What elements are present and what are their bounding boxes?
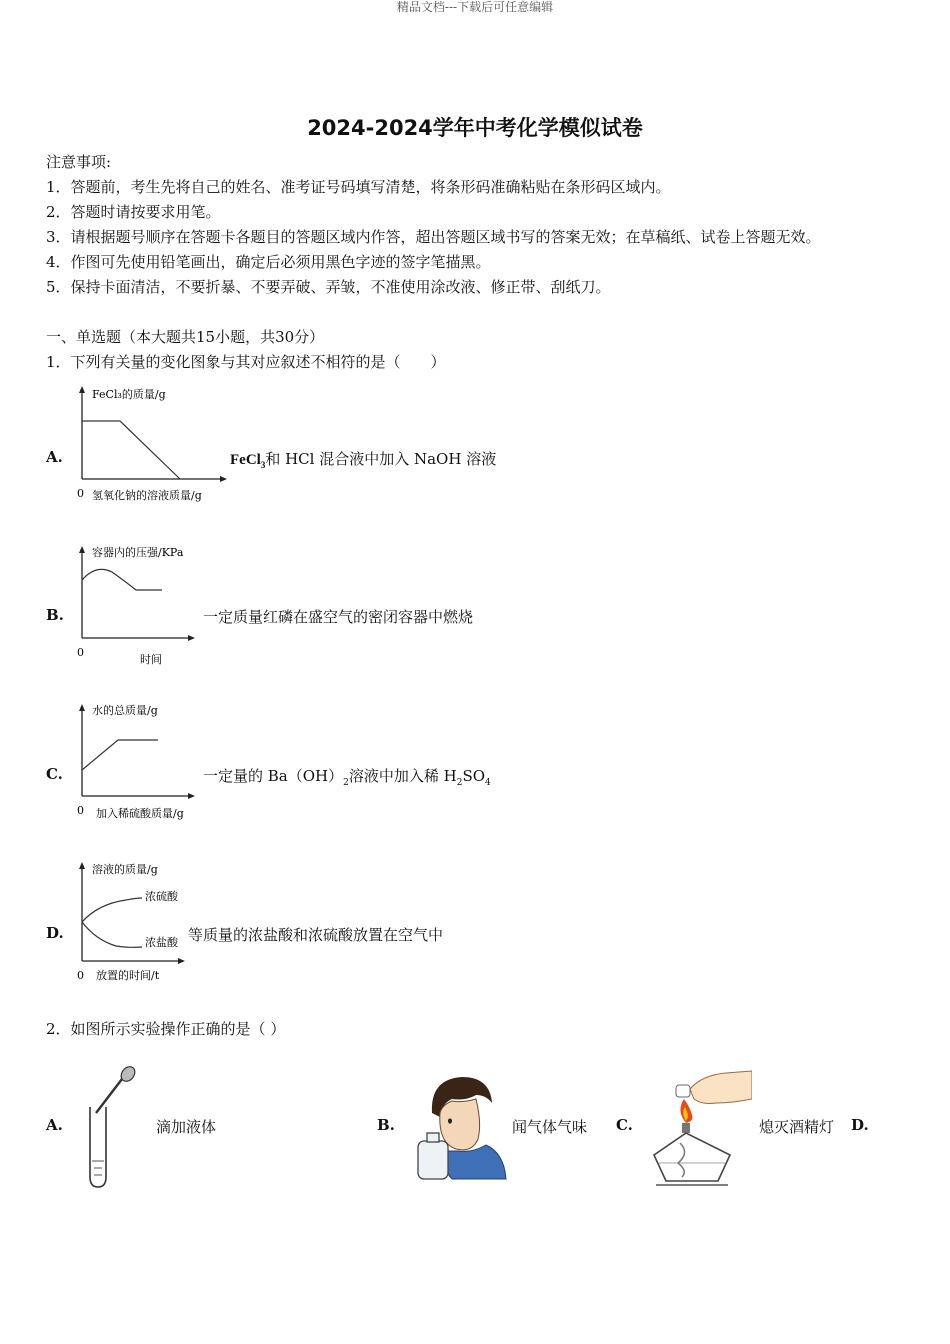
q2-option-a-letter: A. [46,1116,63,1134]
q1-b-ylabel: 容器内的压强/KPa [92,546,184,559]
page-title: 2024-2024学年中考化学模似试卷 [307,116,643,140]
q1-option-d-letter: D. [46,924,64,942]
q2-option-c-letter: C. [616,1116,633,1134]
q1-d-ylabel: 溶液的质量/g [92,863,158,876]
q1-option-b-graph [72,542,212,670]
q1-option-b-description: 一定质量红磷在盛空气的密闭容器中燃烧 [203,608,474,626]
q1-option-c-letter: C. [46,765,63,783]
notice-heading: 注意事项: [46,153,112,171]
q1-a-xlabel: 氢氧化钠的溶液质量/g [92,489,202,502]
q2-option-a-label: 滴加液体 [156,1118,217,1136]
question-1-stem: 1．下列有关量的变化图象与其对应叙述不相符的是（ ） [46,353,446,371]
notice-item-2: 2．答题时请按要求用笔。 [46,203,221,221]
q1-a-ylabel: FeCl₃的质量/g [92,388,166,401]
notice-item-1: 1．答题前，考生先将自己的姓名、准考证号码填写清楚，将条形码准确粘贴在条形码区域内。 [46,178,671,196]
notice-item-3: 3．请根据题号顺序在答题卡各题目的答题区域内作答，超出答题区域书写的答案无效；在草稿纸、试卷上答题无效。 [46,228,821,246]
q1-d-curve-concentrated-sulfuric: 浓硫酸 [145,890,178,903]
q2-option-c-label: 熄灭酒精灯 [759,1118,835,1136]
q2-option-d-letter: D. [851,1116,869,1134]
page-header: 精品文档---下载后可任意编辑 [396,0,554,14]
q1-option-a-letter: A. [46,448,63,466]
q1-option-a-graph [72,383,232,508]
q1-c-xlabel: 加入稀硫酸质量/g [96,807,184,820]
q1-option-a-description: FeCl$_3$和 HCl 混合液中加入 NaOH 溶液 [230,450,497,470]
q1-option-c-graph [72,700,212,825]
q2-option-b-label: 闻气体气味 [512,1118,588,1136]
q1-d-curve-concentrated-hydrochloric: 浓盐酸 [145,936,178,949]
q1-b-xlabel: 时间 [140,653,162,666]
q1-option-c-description: 一定量的 $Ba(OH)_2$溶液中加入稀 $H_2SO_4$ [203,767,491,788]
q1-d-origin: 0 [77,969,84,982]
q1-option-d-description: 等质量的浓盐酸和浓硫酸放置在空气中 [188,926,444,944]
alcohol-lamp-icon [646,1063,752,1189]
q1-option-d-graph [72,858,192,986]
section-heading: 一、单选题（本大题共15小题，共30分） [46,328,325,346]
q1-c-origin: 0 [77,804,84,817]
q1-b-origin: 0 [77,646,84,659]
q1-d-xlabel: 放置的时间/t [96,969,160,982]
q2-option-b-letter: B. [377,1116,395,1134]
q1-c-ylabel: 水的总质量/g [92,704,158,717]
q1-a-origin: 0 [77,487,84,500]
notice-item-4: 4．作图可先使用铅笔画出，确定后必须用黑色字迹的签字笔描黑。 [46,253,491,271]
question-2-stem: 2．如图所示实验操作正确的是（ ） [46,1020,286,1038]
q1-option-b-letter: B. [46,606,64,624]
notice-item-5: 5．保持卡面清洁，不要折暴、不要弄破、弄皱，不准使用涂改液、修正带、刮纸刀。 [46,278,611,296]
dropper-test-tube-icon [80,1065,142,1190]
smelling-gas-icon [412,1073,508,1183]
